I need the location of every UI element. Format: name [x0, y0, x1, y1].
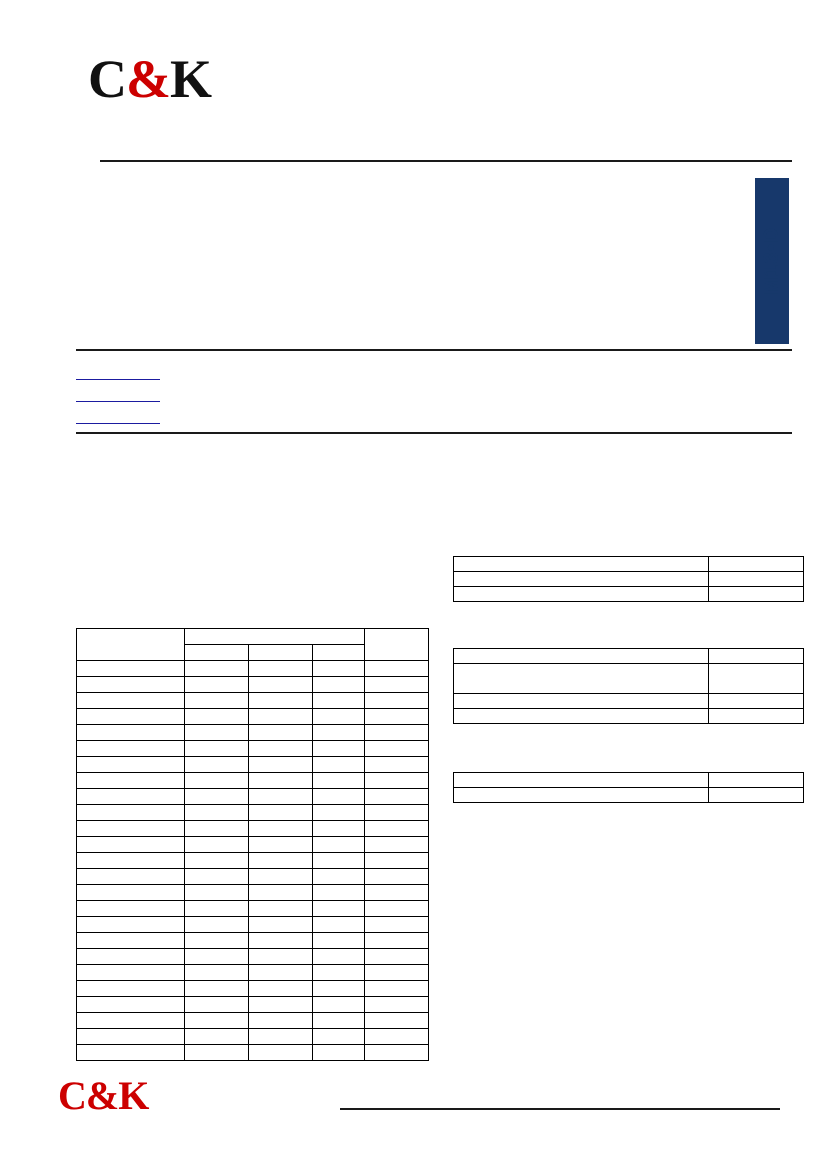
cell — [249, 725, 313, 741]
cell — [313, 757, 365, 773]
cell — [313, 1013, 365, 1029]
cell — [313, 917, 365, 933]
cell — [185, 725, 249, 741]
table-row — [77, 965, 429, 981]
cell — [365, 1029, 429, 1045]
cell — [709, 773, 804, 788]
table-row — [77, 981, 429, 997]
cell — [185, 885, 249, 901]
cell — [77, 789, 185, 805]
cell — [313, 805, 365, 821]
cell — [365, 1013, 429, 1029]
cell — [249, 917, 313, 933]
header-divider-top — [100, 160, 792, 162]
cell — [365, 693, 429, 709]
table-row — [77, 773, 429, 789]
cell — [313, 853, 365, 869]
cell — [249, 885, 313, 901]
table-row — [77, 837, 429, 853]
cell — [709, 709, 804, 724]
cell — [185, 981, 249, 997]
cell — [77, 949, 185, 965]
header-divider-middle — [76, 349, 792, 351]
section-link-1[interactable] — [76, 362, 160, 380]
cell — [77, 853, 185, 869]
cell — [185, 1045, 249, 1061]
specs-col-4-header — [365, 629, 429, 661]
table-row — [77, 821, 429, 837]
cell — [77, 1045, 185, 1061]
cell — [77, 869, 185, 885]
cell — [249, 933, 313, 949]
cell — [77, 965, 185, 981]
cell — [185, 805, 249, 821]
cell — [709, 587, 804, 602]
cell — [454, 572, 709, 587]
table-row — [77, 885, 429, 901]
cell — [77, 997, 185, 1013]
cell — [313, 725, 365, 741]
cell — [77, 885, 185, 901]
table-row — [77, 1029, 429, 1045]
table-row — [454, 788, 804, 803]
table-row — [454, 557, 804, 572]
process-table — [453, 772, 804, 803]
cell — [249, 693, 313, 709]
cell — [313, 661, 365, 677]
cell — [365, 821, 429, 837]
footer-divider — [340, 1108, 780, 1110]
cell — [249, 1013, 313, 1029]
table-row — [77, 629, 429, 645]
cell — [313, 709, 365, 725]
cell — [77, 1029, 185, 1045]
cell — [313, 885, 365, 901]
cell — [709, 788, 804, 803]
cell — [365, 965, 429, 981]
table-row — [77, 725, 429, 741]
cell — [185, 853, 249, 869]
cell — [249, 661, 313, 677]
header-divider-bottom — [76, 432, 792, 434]
cell — [77, 741, 185, 757]
cell — [313, 837, 365, 853]
table-row — [77, 709, 429, 725]
table-row — [77, 869, 429, 885]
cell — [249, 837, 313, 853]
cell — [77, 837, 185, 853]
cell — [77, 661, 185, 677]
cell — [709, 664, 804, 694]
cell — [313, 1045, 365, 1061]
materials-table — [453, 648, 804, 724]
specs-group-header — [185, 629, 365, 645]
cell — [365, 853, 429, 869]
cell — [77, 773, 185, 789]
cell — [709, 649, 804, 664]
cell — [77, 901, 185, 917]
cell — [365, 805, 429, 821]
cell — [365, 789, 429, 805]
table-row — [454, 773, 804, 788]
specs-col-1-header — [185, 645, 249, 661]
cell — [365, 997, 429, 1013]
cell — [185, 677, 249, 693]
cell — [365, 837, 429, 853]
table-row — [77, 933, 429, 949]
cell — [365, 869, 429, 885]
cell — [249, 997, 313, 1013]
cell — [313, 773, 365, 789]
cell — [365, 757, 429, 773]
cell — [249, 1029, 313, 1045]
cell — [77, 981, 185, 997]
cell — [185, 709, 249, 725]
cell — [313, 869, 365, 885]
cell — [185, 757, 249, 773]
cell — [313, 789, 365, 805]
cell — [313, 741, 365, 757]
cell — [77, 757, 185, 773]
series-side-tab-label: M13•D — [760, 226, 783, 296]
cell — [313, 693, 365, 709]
cell — [313, 949, 365, 965]
cell — [249, 789, 313, 805]
cell — [249, 805, 313, 821]
cell — [249, 901, 313, 917]
specs-col-0-header — [77, 629, 185, 661]
cell — [709, 572, 804, 587]
cell — [249, 965, 313, 981]
cell — [77, 1013, 185, 1029]
cell — [454, 649, 709, 664]
cell — [77, 725, 185, 741]
table-row — [77, 789, 429, 805]
table-row — [454, 664, 804, 694]
cell — [365, 661, 429, 677]
cell — [249, 773, 313, 789]
cell — [313, 677, 365, 693]
cell — [249, 949, 313, 965]
cell — [313, 1029, 365, 1045]
cell — [249, 677, 313, 693]
cell — [249, 853, 313, 869]
cell — [77, 693, 185, 709]
cell — [313, 821, 365, 837]
specs-col-3-header — [313, 645, 365, 661]
cell — [365, 1045, 429, 1061]
cell — [365, 741, 429, 757]
cell — [249, 709, 313, 725]
table-row — [77, 693, 429, 709]
cell — [313, 997, 365, 1013]
table-row — [454, 587, 804, 602]
cell — [454, 694, 709, 709]
cell — [313, 901, 365, 917]
brand-logo-wordmark — [88, 49, 211, 109]
cell — [454, 788, 709, 803]
cell — [249, 981, 313, 997]
table-row — [77, 1045, 429, 1061]
table-row — [77, 997, 429, 1013]
cell — [185, 1029, 249, 1045]
table-row — [454, 694, 804, 709]
brand-ampersand-footer: & — [85, 1073, 119, 1118]
specifications-table — [76, 628, 429, 1061]
cell — [365, 709, 429, 725]
cell — [185, 917, 249, 933]
cell — [365, 901, 429, 917]
brand-letter-k: K — [169, 49, 211, 109]
table-row — [77, 677, 429, 693]
cell — [454, 709, 709, 724]
cell — [185, 997, 249, 1013]
cell — [249, 757, 313, 773]
brand-ampersand: & — [126, 49, 170, 109]
brand-letter-k-footer: K — [118, 1073, 149, 1118]
table-row — [77, 757, 429, 773]
cell — [185, 789, 249, 805]
cell — [77, 677, 185, 693]
cell — [249, 869, 313, 885]
cell — [185, 661, 249, 677]
table-row — [454, 572, 804, 587]
cell — [454, 773, 709, 788]
cell — [185, 741, 249, 757]
ratings-table — [453, 556, 804, 602]
brand-letter-c-footer: C — [58, 1073, 86, 1118]
cell — [77, 709, 185, 725]
cell — [709, 557, 804, 572]
cell — [313, 965, 365, 981]
table-row — [77, 917, 429, 933]
table-row — [77, 805, 429, 821]
cell — [365, 885, 429, 901]
table-row — [77, 741, 429, 757]
table-row — [77, 661, 429, 677]
cell — [365, 933, 429, 949]
brand-logo-bottom — [58, 1073, 150, 1118]
table-row — [77, 949, 429, 965]
cell — [185, 933, 249, 949]
section-link-2[interactable] — [76, 384, 160, 402]
cell — [185, 693, 249, 709]
specs-col-2-header — [249, 645, 313, 661]
table-row — [454, 649, 804, 664]
cell — [249, 1045, 313, 1061]
cell — [249, 821, 313, 837]
table-row — [77, 901, 429, 917]
section-link-3[interactable] — [76, 406, 160, 424]
brand-letter-c: C — [88, 49, 126, 109]
cell — [365, 981, 429, 997]
cell — [365, 917, 429, 933]
table-row — [77, 853, 429, 869]
cell — [185, 837, 249, 853]
cell — [185, 965, 249, 981]
cell — [454, 587, 709, 602]
cell — [365, 949, 429, 965]
table-row — [77, 1013, 429, 1029]
brand-logo-wordmark-footer — [58, 1073, 150, 1118]
cell — [454, 664, 709, 694]
cell — [77, 805, 185, 821]
cell — [313, 933, 365, 949]
cell — [365, 725, 429, 741]
cell — [77, 917, 185, 933]
section-link-list[interactable] — [76, 362, 276, 428]
cell — [185, 773, 249, 789]
cell — [709, 694, 804, 709]
cell — [313, 981, 365, 997]
cell — [185, 1013, 249, 1029]
cell — [454, 557, 709, 572]
cell — [365, 677, 429, 693]
cell — [77, 933, 185, 949]
cell — [249, 741, 313, 757]
cell — [185, 901, 249, 917]
brand-logo-top — [88, 49, 211, 109]
cell — [77, 821, 185, 837]
table-row — [454, 709, 804, 724]
cell — [185, 869, 249, 885]
cell — [185, 949, 249, 965]
cell — [365, 773, 429, 789]
cell — [185, 821, 249, 837]
